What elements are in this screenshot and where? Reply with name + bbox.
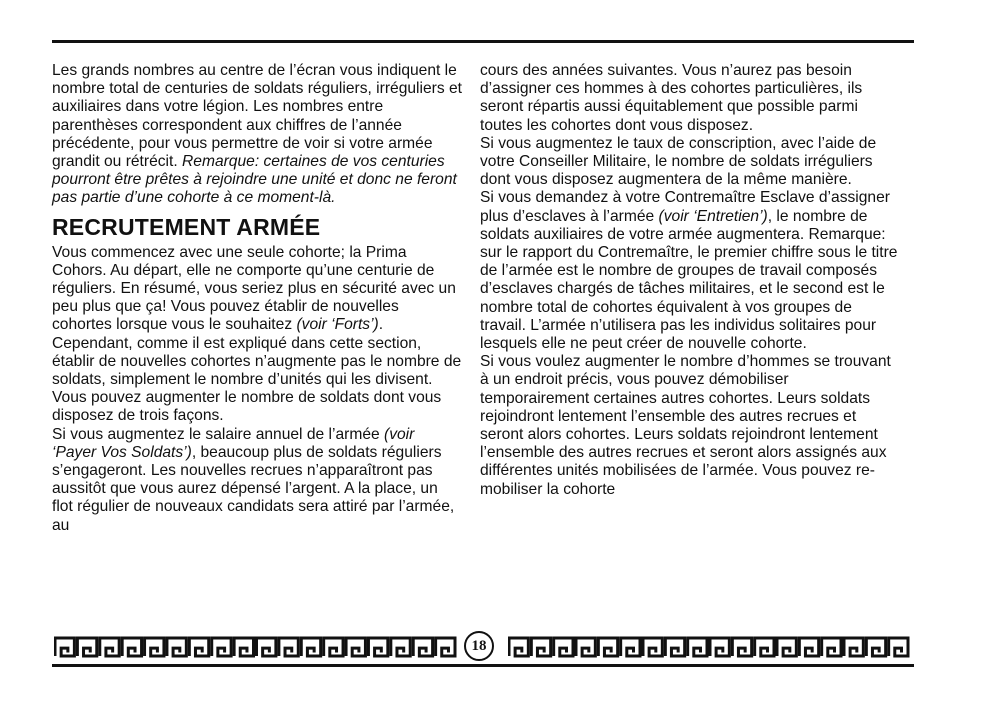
greek-key-unit [777,638,796,656]
cross-reference: (voir ‘Payer Vos Soldats’) [52,425,415,461]
greek-key-unit [844,638,863,656]
greek-key-unit [234,638,253,656]
top-rule [52,40,914,43]
greek-key-unit [100,638,119,656]
greek-key-unit [391,638,410,656]
left-column [52,62,462,535]
cross-reference: (voir ‘Forts’) [296,316,379,334]
greek-key-unit [598,638,617,656]
greek-key-ornament-right [508,636,910,658]
greek-key-unit [889,638,908,656]
greek-key-unit [301,638,320,656]
greek-key-unit [621,638,640,656]
cross-reference: (voir ‘Entretien’) [658,207,768,225]
paragraph-text: , beaucoup plus de soldats réguliers s’engageront. Les nouvelles recrues n’apparaîtront pas aussitôt que vous aurez dépensé l’argent. A la place, un flot régulier de nouveaux candidats sera attiré par l’armée, au [52,443,455,534]
paragraph-text: , le nombre de soldats auxiliaires de votre armée augmentera. Remarque: sur le rapport du Contremaître, le premier chiffre sous le titre de l’armée est le nombre de groupes de travail composés d’esclaves chargés de tâches militaires, et le second est le nombre total de cohortes équivalent à vos groupes de travail. L’armée n’utilisera pas les individus solitaires pour lesquels elle ne peut créer de nouvelle cohorte. [480,207,898,353]
greek-key-unit [212,638,231,656]
paragraph-demobilize: Si vous voulez augmenter le nombre d’hommes se trouvant à un endroit précis, vous pouvez démobiliser temporairement certaines autres cohortes. Leurs soldats rejoindront lentement l’ensemble des autres recrues et seront alors cohortes. Leurs soldats rejoindront lentement l’ensemble des autres recrues et seront alors assignés aux différentes unités mobilisées de l’armée. Vous pouvez re-mobiliser la cohorte [480,353,891,498]
greek-key-unit [732,638,751,656]
paragraph-text: Vous commencez avec une seule cohorte; la Prima Cohors. Au départ, elle ne comporte qu’une centurie de réguliers. En résumé, vous seriez plus en sécurité avec un peu plus que ça! Vous pouvez établir de nouvelles cohortes lorsque vous le souhaitez [52,243,456,334]
section-heading: RECRUTEMENT ARMÉE [52,213,321,240]
paragraph-screen-numbers [52,62,462,208]
greek-key-unit [755,638,774,656]
right-column [480,62,900,499]
greek-key-unit [324,638,343,656]
greek-key-unit [346,638,365,656]
greek-key-unit [688,638,707,656]
paragraph-salary [52,426,462,535]
greek-key-unit [189,638,208,656]
paragraph-start-cohort [52,244,462,426]
greek-key-unit [257,638,276,656]
greek-key-unit [145,638,164,656]
paragraph-text: Si vous demandez à votre Contremaître Esclave d’assigner plus d’esclaves à l’armée [480,189,890,225]
page-footer [52,626,914,666]
greek-key-ornament-left [54,636,457,658]
paragraph-text: . Cependant, comme il est expliqué dans cette section, établir de nouvelles cohortes n’augmente pas le nombre de soldats, simplement le nombre d’unités qui les divisent. Vous pouvez augmenter le nombre de soldats dont vous disposez de trois façons. [52,316,462,425]
bottom-rule [52,664,914,667]
remark-note: Remarque: certaines de vos centuries pourront être prêtes à rejoindre une unité et donc ne feront pas partie d’une cohorte à ce moment-là. [52,153,457,207]
page-number: 18 [464,631,494,661]
greek-key-unit [799,638,818,656]
greek-key-unit [368,638,387,656]
greek-key-unit [576,638,595,656]
greek-key-unit [531,638,550,656]
greek-key-unit [866,638,885,656]
greek-key-unit [55,638,74,656]
greek-key-unit [167,638,186,656]
greek-key-unit [436,638,455,656]
paragraph-text: Les grands nombres au centre de l’écran vous indiquent le nombre total de centuries de soldats réguliers, irréguliers et auxiliaires dans votre légion. Les nombres entre parenthèses correspondent aux chiffres de l’année précédente, pour vous permettre de voir si votre armée grandit ou rétrécit. [52,62,462,171]
paragraph-conscription: Si vous augmentez le taux de conscription, avec l’aide de votre Conseiller Militaire, le nombre de soldats irréguliers dont vous disposez augmentera de la même manière. [480,134,877,189]
greek-key-unit [643,638,662,656]
paragraph-slaves [480,189,900,353]
greek-key-unit [279,638,298,656]
greek-key-unit [509,638,528,656]
greek-key-unit [710,638,729,656]
greek-key-unit [665,638,684,656]
greek-key-unit [122,638,141,656]
greek-key-unit [822,638,841,656]
greek-key-unit [554,638,573,656]
paragraph-continuation: cours des années suivantes. Vous n’aurez pas besoin d’assigner ces hommes à des cohortes particulières, ils seront répartis aussi équitablement que possible parmi toutes les cohortes dont vous disposez. [480,62,863,134]
paragraph-text: Si vous augmentez le salaire annuel de l’armée [52,425,384,443]
greek-key-unit [413,638,432,656]
greek-key-unit [77,638,96,656]
